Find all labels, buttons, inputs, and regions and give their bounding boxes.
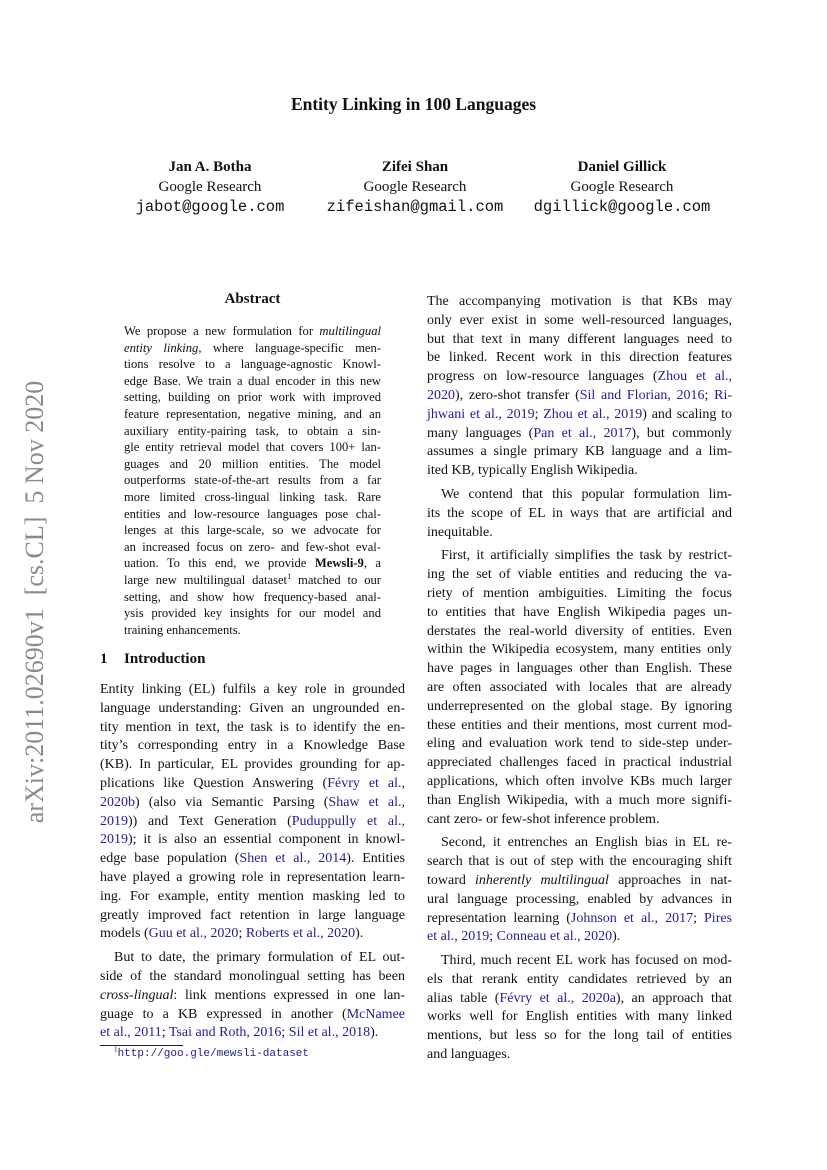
text-run: Third, much recent EL work has focused on mod-: [441, 953, 732, 969]
text-run: ;: [238, 926, 246, 942]
text-line: [427, 910, 732, 929]
text-run: riety of mention ambiguities. Limiting the focus: [427, 585, 732, 601]
citation-link[interactable]: 2019: [100, 832, 128, 848]
text-line: [427, 486, 732, 505]
citation-link[interactable]: McNamee: [346, 1006, 405, 1022]
text-run: ;: [161, 1025, 169, 1041]
text-run: ural language processing, enabled by advances in: [427, 891, 732, 907]
text-run: edge Base. We train a dual encoder in this new: [124, 373, 381, 388]
text-run: language understanding: Given an ungrounded en-: [100, 700, 405, 716]
text-line: [427, 585, 732, 604]
text-run: have pages in languages other than English. These: [427, 661, 732, 677]
text-line: [427, 443, 732, 462]
text-run: side of the standard monolingual setting has been: [100, 968, 405, 984]
text-line: [100, 737, 405, 756]
text-line: [427, 773, 732, 792]
text-line: [100, 987, 405, 1006]
text-line: [100, 925, 405, 944]
text-run: Mewsli-9: [314, 556, 364, 571]
citation-link[interactable]: Puduppully et al.,: [291, 813, 405, 829]
text-run: ). Entities: [346, 851, 405, 867]
citation-link[interactable]: Tsai and Roth, 2016: [168, 1025, 282, 1041]
text-run: entity linking: [124, 340, 199, 355]
text-run: large new multilingual dataset: [124, 572, 288, 587]
text-run: : link mentions expressed in one lan-: [173, 987, 405, 1003]
text-run: approaches in nat-: [608, 872, 733, 888]
text-run: setting, building on prior work with improved: [124, 390, 381, 405]
citation-link[interactable]: 2019: [100, 813, 128, 829]
text-line: [100, 1006, 405, 1025]
text-line: [427, 604, 732, 623]
text-run: search that is out of step with the encouraging shift: [427, 854, 732, 870]
paragraph: [124, 323, 381, 638]
text-line: [427, 754, 732, 773]
section-title: Introduction: [124, 651, 206, 667]
text-run: ;: [489, 929, 497, 945]
text-line: [427, 971, 732, 990]
text-run: cant zero- or few-shot inference problem.: [427, 811, 660, 827]
text-run: underrepresented on the global stage. By ignoring: [427, 698, 732, 714]
footnote: [114, 1045, 310, 1060]
paper-title: Entity Linking in 100 Languages: [290, 94, 537, 114]
footnote-ref[interactable]: 1: [287, 571, 292, 581]
text-run: assumes a single primary KB language and a lim-: [427, 444, 732, 460]
author-affiliation: Google Research: [570, 179, 674, 195]
paragraph: [427, 293, 732, 481]
text-run: gle entity retrieval model that covers 100+ lan-: [124, 440, 381, 455]
author-block: [90, 157, 330, 217]
text-line: [427, 1008, 732, 1027]
paragraph: [427, 952, 732, 1065]
text-run: ) (also via Semantic Parsing (: [135, 794, 329, 810]
text-line: [427, 891, 732, 910]
author-email[interactable]: dgillick@google.com: [533, 198, 711, 216]
text-run: appreciated challenges faced in practical industrial: [427, 755, 732, 771]
citation-link[interactable]: Sil et al., 2018: [288, 1025, 371, 1041]
text-run: ing. For example, entity mention masking led to: [100, 888, 405, 904]
text-line: [427, 368, 732, 387]
text-run: entities and low-resource languages pose chal-: [124, 506, 381, 521]
text-line: [124, 622, 381, 639]
intro-left-column: [100, 681, 405, 1048]
text-line: [124, 406, 381, 423]
text-run: ;: [704, 387, 715, 403]
text-line: [427, 990, 732, 1009]
text-line: [427, 312, 732, 331]
citation-link[interactable]: Shaw et al.,: [328, 794, 405, 810]
text-run: applications, which often involve KBs much larger: [427, 773, 732, 789]
text-run: and languages.: [427, 1047, 511, 1063]
text-line: [100, 681, 405, 700]
text-line: [124, 373, 381, 390]
text-run: eling and evaluation work tend to side-step under-: [427, 736, 732, 752]
text-line: [124, 605, 381, 622]
citation-link[interactable]: Conneau et al., 2020: [496, 929, 613, 945]
text-line: [427, 853, 732, 872]
text-line: [124, 439, 381, 456]
text-run: inherently multilingual: [475, 872, 609, 888]
text-run: representation learning (: [427, 910, 571, 926]
text-run: progress on low-resource languages (: [427, 369, 658, 385]
text-run: ;: [693, 910, 705, 926]
text-run: toward: [427, 872, 476, 888]
citation-link[interactable]: Guu et al., 2020: [148, 926, 239, 942]
text-run: guages and 20 million entities. The model: [124, 456, 381, 471]
text-line: [100, 775, 405, 794]
text-run: be linked. Recent work in this direction features: [427, 350, 732, 366]
text-run: greatly improved fact retention in large language: [100, 907, 405, 923]
text-run: ;: [281, 1025, 289, 1041]
text-line: [427, 406, 732, 425]
text-line: [124, 539, 381, 556]
text-run: (KB). In particular, EL provides grounding for ap-: [100, 757, 405, 773]
text-run: outperforms state-of-the-art results from a far: [124, 473, 381, 488]
text-run: We contend that this popular formulation lim-: [441, 486, 732, 502]
text-line: [427, 566, 732, 585]
footnote-mark: 1: [114, 1045, 118, 1054]
text-run: setting, and show how frequency-based anal-: [124, 589, 381, 604]
text-line: [427, 349, 732, 368]
text-run: ), but commonly: [631, 425, 732, 441]
text-run: feature representation, negative mining, and an: [124, 406, 381, 421]
text-line: [427, 792, 732, 811]
text-line: [427, 505, 732, 524]
text-line: [124, 555, 381, 572]
text-line: [427, 1027, 732, 1046]
citation-link[interactable]: Pires: [704, 910, 733, 926]
citation-link[interactable]: Ri-: [714, 387, 732, 403]
author-email[interactable]: jabot@google.com: [135, 198, 285, 216]
citation-link[interactable]: 2020b: [100, 794, 135, 810]
text-run: auxiliary entity-pairing task, to obtain a sin-: [124, 423, 381, 438]
author-block: [295, 157, 535, 217]
text-run: els that rerank entity candidates retrieved by an: [427, 971, 732, 987]
citation-link[interactable]: Févry et al., 2020a: [499, 990, 616, 1006]
text-run: Entity linking (EL) fulfils a key role in grounded: [100, 682, 405, 697]
text-run: models (: [100, 926, 149, 942]
text-line: [427, 735, 732, 754]
citation-link[interactable]: 2020: [427, 387, 455, 403]
text-run: inequitable.: [427, 524, 493, 540]
text-line: [100, 700, 405, 719]
text-line: [124, 489, 381, 506]
text-line: [124, 589, 381, 606]
text-run: , a: [363, 556, 381, 571]
citation-link[interactable]: Shen et al., 2014: [239, 851, 347, 867]
text-line: [124, 423, 381, 440]
text-line: [427, 834, 732, 853]
author-block: [502, 157, 742, 217]
citation-link[interactable]: Févry et al.,: [327, 775, 405, 791]
text-run: Second, it entrenches an English bias in EL re-: [441, 835, 732, 851]
text-line: [427, 547, 732, 566]
citation-link[interactable]: Roberts et al., 2020: [245, 926, 356, 942]
text-line: [427, 623, 732, 642]
abstract-body: [124, 323, 381, 643]
text-run: mentions, but less so for the long tail of entities: [427, 1028, 732, 1044]
text-line: [427, 928, 732, 947]
author-name: Zifei Shan: [381, 159, 449, 175]
text-run: uation. To this end, we provide: [124, 556, 315, 571]
text-run: an increased focus on zero- and few-shot eval-: [124, 539, 381, 554]
text-run: to entities that have English Wikipedia pages un-: [427, 604, 732, 620]
text-line: [124, 389, 381, 406]
citation-link[interactable]: Zhou et al., 2019: [543, 406, 643, 422]
citation-link[interactable]: Johnson et al., 2017: [570, 910, 694, 926]
text-run: many languages (: [427, 425, 534, 441]
text-line: [427, 679, 732, 698]
text-run: matched to our: [291, 572, 381, 587]
text-line: [100, 850, 405, 869]
text-line: [100, 719, 405, 738]
text-line: [427, 387, 732, 406]
paragraph: [427, 486, 732, 542]
text-run: tions resolve to a language-agnostic Knowl-: [124, 357, 381, 372]
text-line: [100, 831, 405, 850]
text-run: edge base population (: [100, 851, 240, 867]
text-run: The accompanying motivation is that KBs may: [427, 294, 732, 309]
text-line: [427, 524, 732, 543]
citation-link[interactable]: jhwani et al., 2019: [427, 406, 535, 422]
text-run: We propose a new formulation for: [124, 324, 320, 338]
text-line: [100, 869, 405, 888]
text-run: ysis provided key insights for our model and: [124, 606, 381, 621]
text-line: [427, 462, 732, 481]
citation-link[interactable]: et al., 2011: [100, 1025, 162, 1041]
text-line: [100, 1024, 405, 1043]
text-run: ); it is also an essential component in knowl-: [128, 832, 405, 848]
citation-link[interactable]: Sil and Florian, 2016: [579, 387, 705, 403]
text-run: than English Wikipedia, with a much more signifi-: [427, 792, 732, 808]
author-affiliation: Google Research: [158, 179, 262, 195]
text-run: these entities and their mentions, most current mod-: [427, 717, 732, 733]
text-run: derstates the real-world diversity of entities. Even: [427, 623, 732, 639]
paragraph: [427, 834, 732, 947]
paragraph: [100, 681, 405, 944]
text-run: ), zero-shot transfer (: [455, 387, 580, 403]
text-run: ), an approach that: [615, 990, 732, 1006]
text-run: ;: [534, 406, 544, 422]
text-run: have played a growing role in representation learn-: [100, 869, 405, 885]
text-line: [427, 293, 732, 312]
text-run: ited KB, typically English Wikipedia.: [427, 463, 638, 479]
text-line: [427, 717, 732, 736]
arxiv-identifier-sidebar: arXiv:2011.02690v1 [cs.CL] 5 Nov 2020: [20, 380, 49, 824]
text-line: [124, 340, 381, 357]
footnote-divider: [100, 1045, 183, 1046]
text-line: [124, 323, 381, 340]
text-run: multilingual: [319, 324, 381, 338]
paragraph: [427, 547, 732, 829]
text-run: are often associated with locales that are already: [427, 679, 732, 695]
text-line: [124, 356, 381, 373]
text-run: ing the set of viable entities and reducing the va-: [427, 567, 732, 583]
text-run: lenges at this large-scale, so we advocate for: [124, 523, 381, 538]
text-run: only ever exist in some well-resourced languages,: [427, 312, 732, 328]
text-run: ).: [612, 929, 621, 945]
text-run: ) and scaling to: [642, 406, 733, 422]
text-line: [124, 456, 381, 473]
text-line: [100, 756, 405, 775]
abstract-heading: Abstract: [224, 291, 281, 307]
text-run: )) and Text Generation (: [128, 813, 292, 829]
text-run: tity’s corresponding entry in a Knowledge Base: [100, 738, 405, 754]
text-run: , where language-specific men-: [198, 340, 381, 355]
author-email[interactable]: zifeishan@gmail.com: [326, 198, 504, 216]
text-line: [427, 331, 732, 350]
text-line: [427, 811, 732, 830]
text-run: plications like Question Answering (: [100, 775, 328, 791]
text-line: [427, 660, 732, 679]
text-run: within the Wikipedia ecosystem, many entities only: [427, 642, 732, 658]
text-line: [124, 572, 381, 589]
text-run: more limited cross-lingual linking task. Rare: [124, 489, 381, 504]
text-line: [124, 506, 381, 523]
text-line: [427, 425, 732, 444]
author-name: Jan A. Botha: [168, 159, 252, 175]
text-line: [427, 1046, 732, 1065]
text-line: [427, 641, 732, 660]
text-line: [100, 907, 405, 926]
text-run: cross-lingual: [100, 987, 174, 1003]
text-run: but that text in many different languages need to: [427, 331, 732, 347]
citation-link[interactable]: Zhou et al.,: [657, 369, 732, 385]
text-run: works well for English entities with many linked: [427, 1009, 732, 1025]
text-line: [124, 472, 381, 489]
text-run: tity mention in text, the task is to identify the en-: [100, 719, 405, 735]
text-line: [124, 522, 381, 539]
text-line: [100, 968, 405, 987]
author-name: Daniel Gillick: [577, 159, 667, 175]
text-line: [100, 794, 405, 813]
section-number: 1: [100, 651, 108, 667]
text-line: [427, 872, 732, 891]
paragraph: [100, 949, 405, 1043]
text-run: its the scope of EL in ways that are artificial and: [427, 505, 732, 521]
text-run: alias table (: [427, 990, 500, 1006]
text-line: [427, 698, 732, 717]
text-line: [100, 949, 405, 968]
text-run: ).: [370, 1025, 379, 1041]
footnote-link[interactable]: http://goo.gle/mewsli-dataset: [117, 1048, 310, 1060]
section-heading-introduction: [100, 651, 205, 668]
citation-link[interactable]: Pan et al., 2017: [533, 425, 632, 441]
citation-link[interactable]: et al., 2019: [427, 929, 490, 945]
author-affiliation: Google Research: [363, 179, 467, 195]
text-run: First, it artificially simplifies the task by restrict-: [441, 548, 732, 564]
text-run: But to date, the primary formulation of EL out-: [114, 950, 405, 966]
intro-right-column: [427, 293, 732, 1070]
text-run: training enhancements.: [124, 622, 241, 637]
text-run: guage to a KB expressed in another (: [100, 1006, 347, 1022]
text-line: [100, 888, 405, 907]
text-line: [100, 813, 405, 832]
text-run: ).: [355, 926, 364, 942]
text-line: [427, 952, 732, 971]
